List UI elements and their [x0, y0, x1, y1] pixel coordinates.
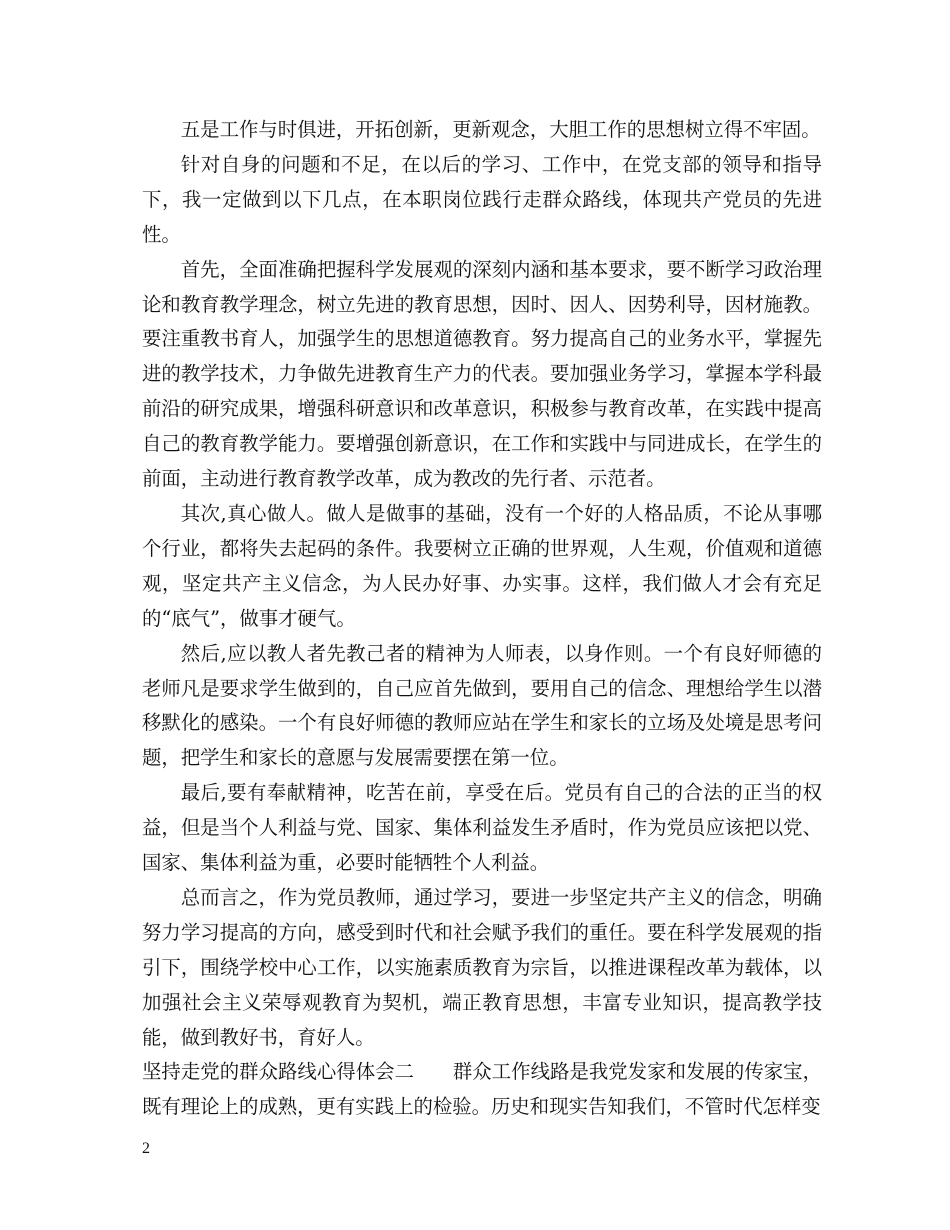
paragraph-8-section-start: 坚持走党的群众路线心得体会二 群众工作线路是我党发家和发展的传家宝，既有理论上的成熟，更有实践上的检验。历史和现实告知我们，不管时代怎样变: [142, 1060, 822, 1119]
paragraph-2: 针对自身的问题和不足，在以后的学习、工作中，在党支部的领导和指导下，我一定做到以下几点，在本职岗位践行走群众路线，体现共产党员的先进性。: [142, 152, 822, 246]
paragraph-1: 五是工作与时俱进，开拓创新，更新观念，大胆工作的思想树立得不牢固。: [180, 118, 821, 141]
paragraph-5: 然后,应以教人者先教己者的精神为人师表，以身作则。一个有良好师德的老师凡是要求学生做到的，自己应首先做到，要用自己的信念、理想给学生以潜移默化的感染。一个有良好师德的教师应站在学生和家长的立场及处境是思考问题，把学生和家长的意愿与发展需要摆在第一位。: [142, 641, 822, 770]
page-number: 2: [142, 1140, 150, 1157]
paragraph-4: 其次,真心做人。做人是做事的基础，没有一个好的人格品质，不论从事哪个行业，都将失去起码的条件。我要树立正确的世界观，人生观，价值观和道德观，坚定共产主义信念，为人民办好事、办实事。这样，我们做人才会有充足的“底气”，做事才硬气。: [142, 501, 822, 630]
paragraph-7: 总而言之，作为党员教师，通过学习，要进一步坚定共产主义的信念，明确努力学习提高的方向，感受到时代和社会赋予我们的重任。要在科学发展观的指引下，围绕学校中心工作，以实施素质教育为宗旨，以推进课程改革为载体，以加强社会主义荣辱观教育为契机，端正教育思想，丰富专业知识，提高教学技能，做到教好书，育好人。: [142, 885, 822, 1049]
paragraph-3: 首先，全面准确把握科学发展观的深刻内涵和基本要求，要不断学习政治理论和教育教学理念，树立先进的教育思想，因时、因人、因势利导，因材施教。要注重教书育人，加强学生的思想道德教育。努力提高自己的业务水平，掌握先进的教学技术，力争做先进教育生产力的代表。要加强业务学习，掌握本学科最前沿的研究成果，增强科研意识和改革意识，积极参与教育改革，在实践中提高自己的教育教学能力。要增强创新意识，在工作和实践中与同进成长，在学生的前面，主动进行教育教学改革，成为教改的先行者、示范者。: [142, 257, 822, 491]
paragraph-6: 最后,要有奉献精神，吃苦在前，享受在后。党员有自己的合法的正当的权益，但是当个人利益与党、国家、集体利益发生矛盾时，作为党员应该把以党、国家、集体利益为重，必要时能牺牲个人利益。: [142, 781, 822, 875]
document-body: [142, 113, 822, 1125]
